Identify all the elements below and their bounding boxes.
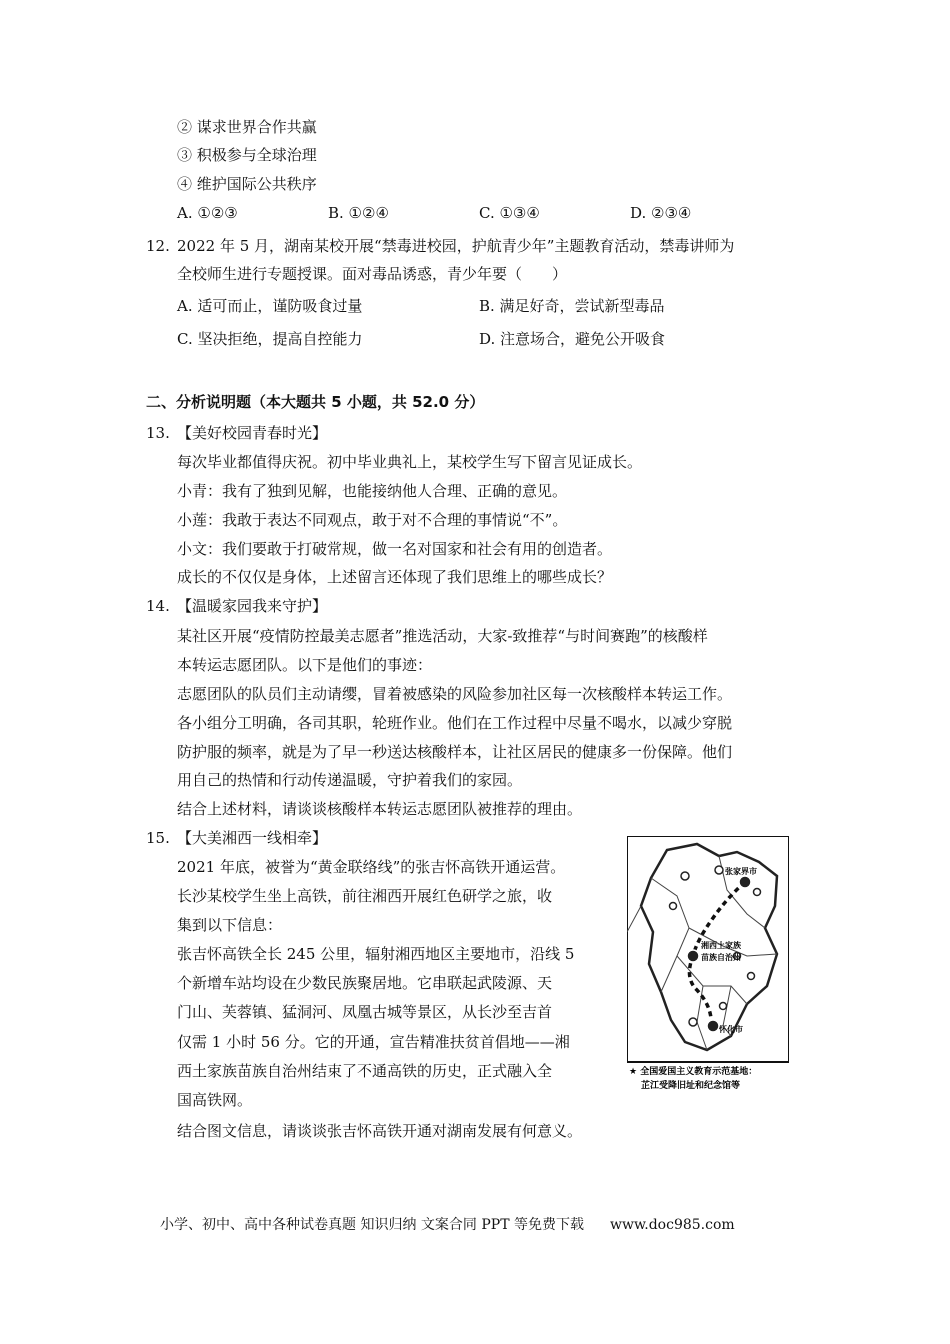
city-marker bbox=[715, 866, 723, 874]
q11-option-b: B. ①②④ bbox=[328, 204, 389, 222]
q13-question: 成长的不仅仅是身体，上述留言还体现了我们思维上的哪些成长？ bbox=[177, 568, 613, 586]
section-heading: 二、分析说明题（本大题共 5 小题，共 52.0 分） bbox=[146, 393, 485, 411]
q12-number: 12. bbox=[146, 237, 170, 255]
q12-option-b: B. 满足好奇，尝试新型毒品 bbox=[479, 297, 665, 315]
footer-link[interactable]: www.doc985.com bbox=[609, 1217, 735, 1233]
station-huaihua bbox=[707, 1020, 719, 1032]
q14-line: 志愿团队的队员们主动请缨，冒着被感染的风险参加社区每一次核酸样本转运工作。 bbox=[177, 685, 733, 703]
city-marker bbox=[670, 903, 677, 910]
q13-title: 【美好校园青春时光】 bbox=[177, 424, 328, 442]
q14-line: 某社区开展“疫情防控最美志愿者”推选活动，大家-致推荐“与时间赛跑”的核酸样 bbox=[177, 627, 708, 645]
q13-line: 小莲：我敢于表达不同观点，敢于对不合理的事情说“不”。 bbox=[177, 511, 568, 529]
map-caption: ★ 全国爱国主义教育示范基地： bbox=[629, 1067, 758, 1077]
q14-line: 各小组分工明确，各司其职，轮班作业。他们在工作过程中尽量不喝水，以减少穿脱 bbox=[177, 714, 733, 732]
page-footer bbox=[160, 1214, 735, 1234]
q15-number: 15. bbox=[146, 829, 170, 847]
q12-stem-line: 2022 年 5 月，湖南某校开展“禁毒进校园，护航青少年”主题教育活动，禁毒讲师为 bbox=[177, 237, 735, 255]
q15-title: 【大美湘西一线相牵】 bbox=[177, 829, 328, 847]
q11-item-4: ④ 维护国际公共秩序 bbox=[177, 175, 317, 193]
q15-line: 个新增车站均设在少数民族聚居地。它串联起武陵源、天 bbox=[177, 974, 553, 992]
q12-stem-line: 全校师生进行专题授课。面对毒品诱惑，青少年要（ ） bbox=[177, 265, 568, 283]
city-marker bbox=[754, 889, 761, 896]
q15-line: 2021 年底，被誉为“黄金联络线”的张吉怀高铁开通运营。 bbox=[177, 858, 566, 876]
map-caption: 芷江受降旧址和纪念馆等 bbox=[641, 1081, 741, 1091]
q12-option-c: C. 坚决拒绝，提高自控能力 bbox=[177, 330, 363, 348]
station-zhangjiajie bbox=[739, 876, 751, 888]
city-marker bbox=[681, 872, 689, 880]
q14-number: 14. bbox=[146, 597, 170, 615]
q11-option-c: C. ①③④ bbox=[479, 204, 540, 222]
city-marker bbox=[748, 973, 755, 980]
footer-text: 小学、初中、高中各种试卷真题 知识归纳 文案合同 PPT 等免费下载 bbox=[160, 1217, 584, 1233]
label-zhangjiajie: 张家界市 bbox=[725, 867, 757, 876]
q13-line: 小青：我有了独到见解，也能接纳他人合理、正确的意见。 bbox=[177, 482, 568, 500]
q11-item-3: ③ 积极参与全球治理 bbox=[177, 146, 317, 164]
q13-line: 小文：我们要敢于打破常规，做一名对国家和社会有用的创造者。 bbox=[177, 540, 613, 558]
q11-item-2: ② 谋求世界合作共赢 bbox=[177, 118, 317, 136]
q14-line: 防护服的频率，就是为了早一秒送达核酸样本，让社区居民的健康多一份保障。他们 bbox=[177, 743, 733, 761]
railway-map bbox=[627, 836, 789, 1094]
label-huaihua: 怀化市 bbox=[719, 1025, 743, 1034]
city-marker bbox=[720, 1003, 727, 1010]
q13-number: 13. bbox=[146, 424, 170, 442]
q11-option-a: A. ①②③ bbox=[177, 204, 238, 222]
q12-option-d: D. 注意场合，避免公开吸食 bbox=[479, 330, 666, 348]
q11-option-d: D. ②③④ bbox=[630, 204, 692, 222]
q12-option-a: A. 适可而止，谨防吸食过量 bbox=[177, 297, 363, 315]
q14-line: 本转运志愿团队。以下是他们的事迹： bbox=[177, 656, 433, 674]
q15-line: 门山、芙蓉镇、猛洞河、凤凰古城等景区，从长沙至吉首 bbox=[177, 1003, 553, 1021]
q15-line: 国高铁网。 bbox=[177, 1091, 253, 1109]
q15-question: 结合图文信息，请谈谈张吉怀高铁开通对湖南发展有何意义。 bbox=[177, 1122, 583, 1140]
q14-line: 用自己的热情和行动传递温暖，守护着我们的家园。 bbox=[177, 771, 523, 789]
city-marker bbox=[689, 1018, 697, 1026]
q14-question: 结合上述材料，请谈谈核酸样本转运志愿团队被推荐的理由。 bbox=[177, 800, 583, 818]
q15-line: 集到以下信息： bbox=[177, 916, 283, 934]
q15-line: 张吉怀高铁全长 245 公里，辐射湘西地区主要地市，沿线 5 bbox=[177, 945, 575, 963]
q14-title: 【温暖家园我来守护】 bbox=[177, 597, 328, 615]
q15-line: 仅需 1 小时 56 分。它的开通，宣告精准扶贫首倡地——湘 bbox=[177, 1033, 570, 1051]
q15-line: 西土家族苗族自治州结束了不通高铁的历史，正式融入全 bbox=[177, 1062, 553, 1080]
station-jishou bbox=[687, 950, 699, 962]
railway-map-figure bbox=[627, 836, 789, 1094]
label-xiangxi: 苗族自治州 bbox=[701, 953, 741, 962]
q15-line: 长沙某校学生坐上高铁，前往湘西开展红色研学之旅，收 bbox=[177, 887, 553, 905]
label-xiangxi: 湘西土家族 bbox=[701, 941, 741, 950]
q13-line: 每次毕业都值得庆祝。初中毕业典礼上，某校学生写下留言见证成长。 bbox=[177, 453, 643, 471]
